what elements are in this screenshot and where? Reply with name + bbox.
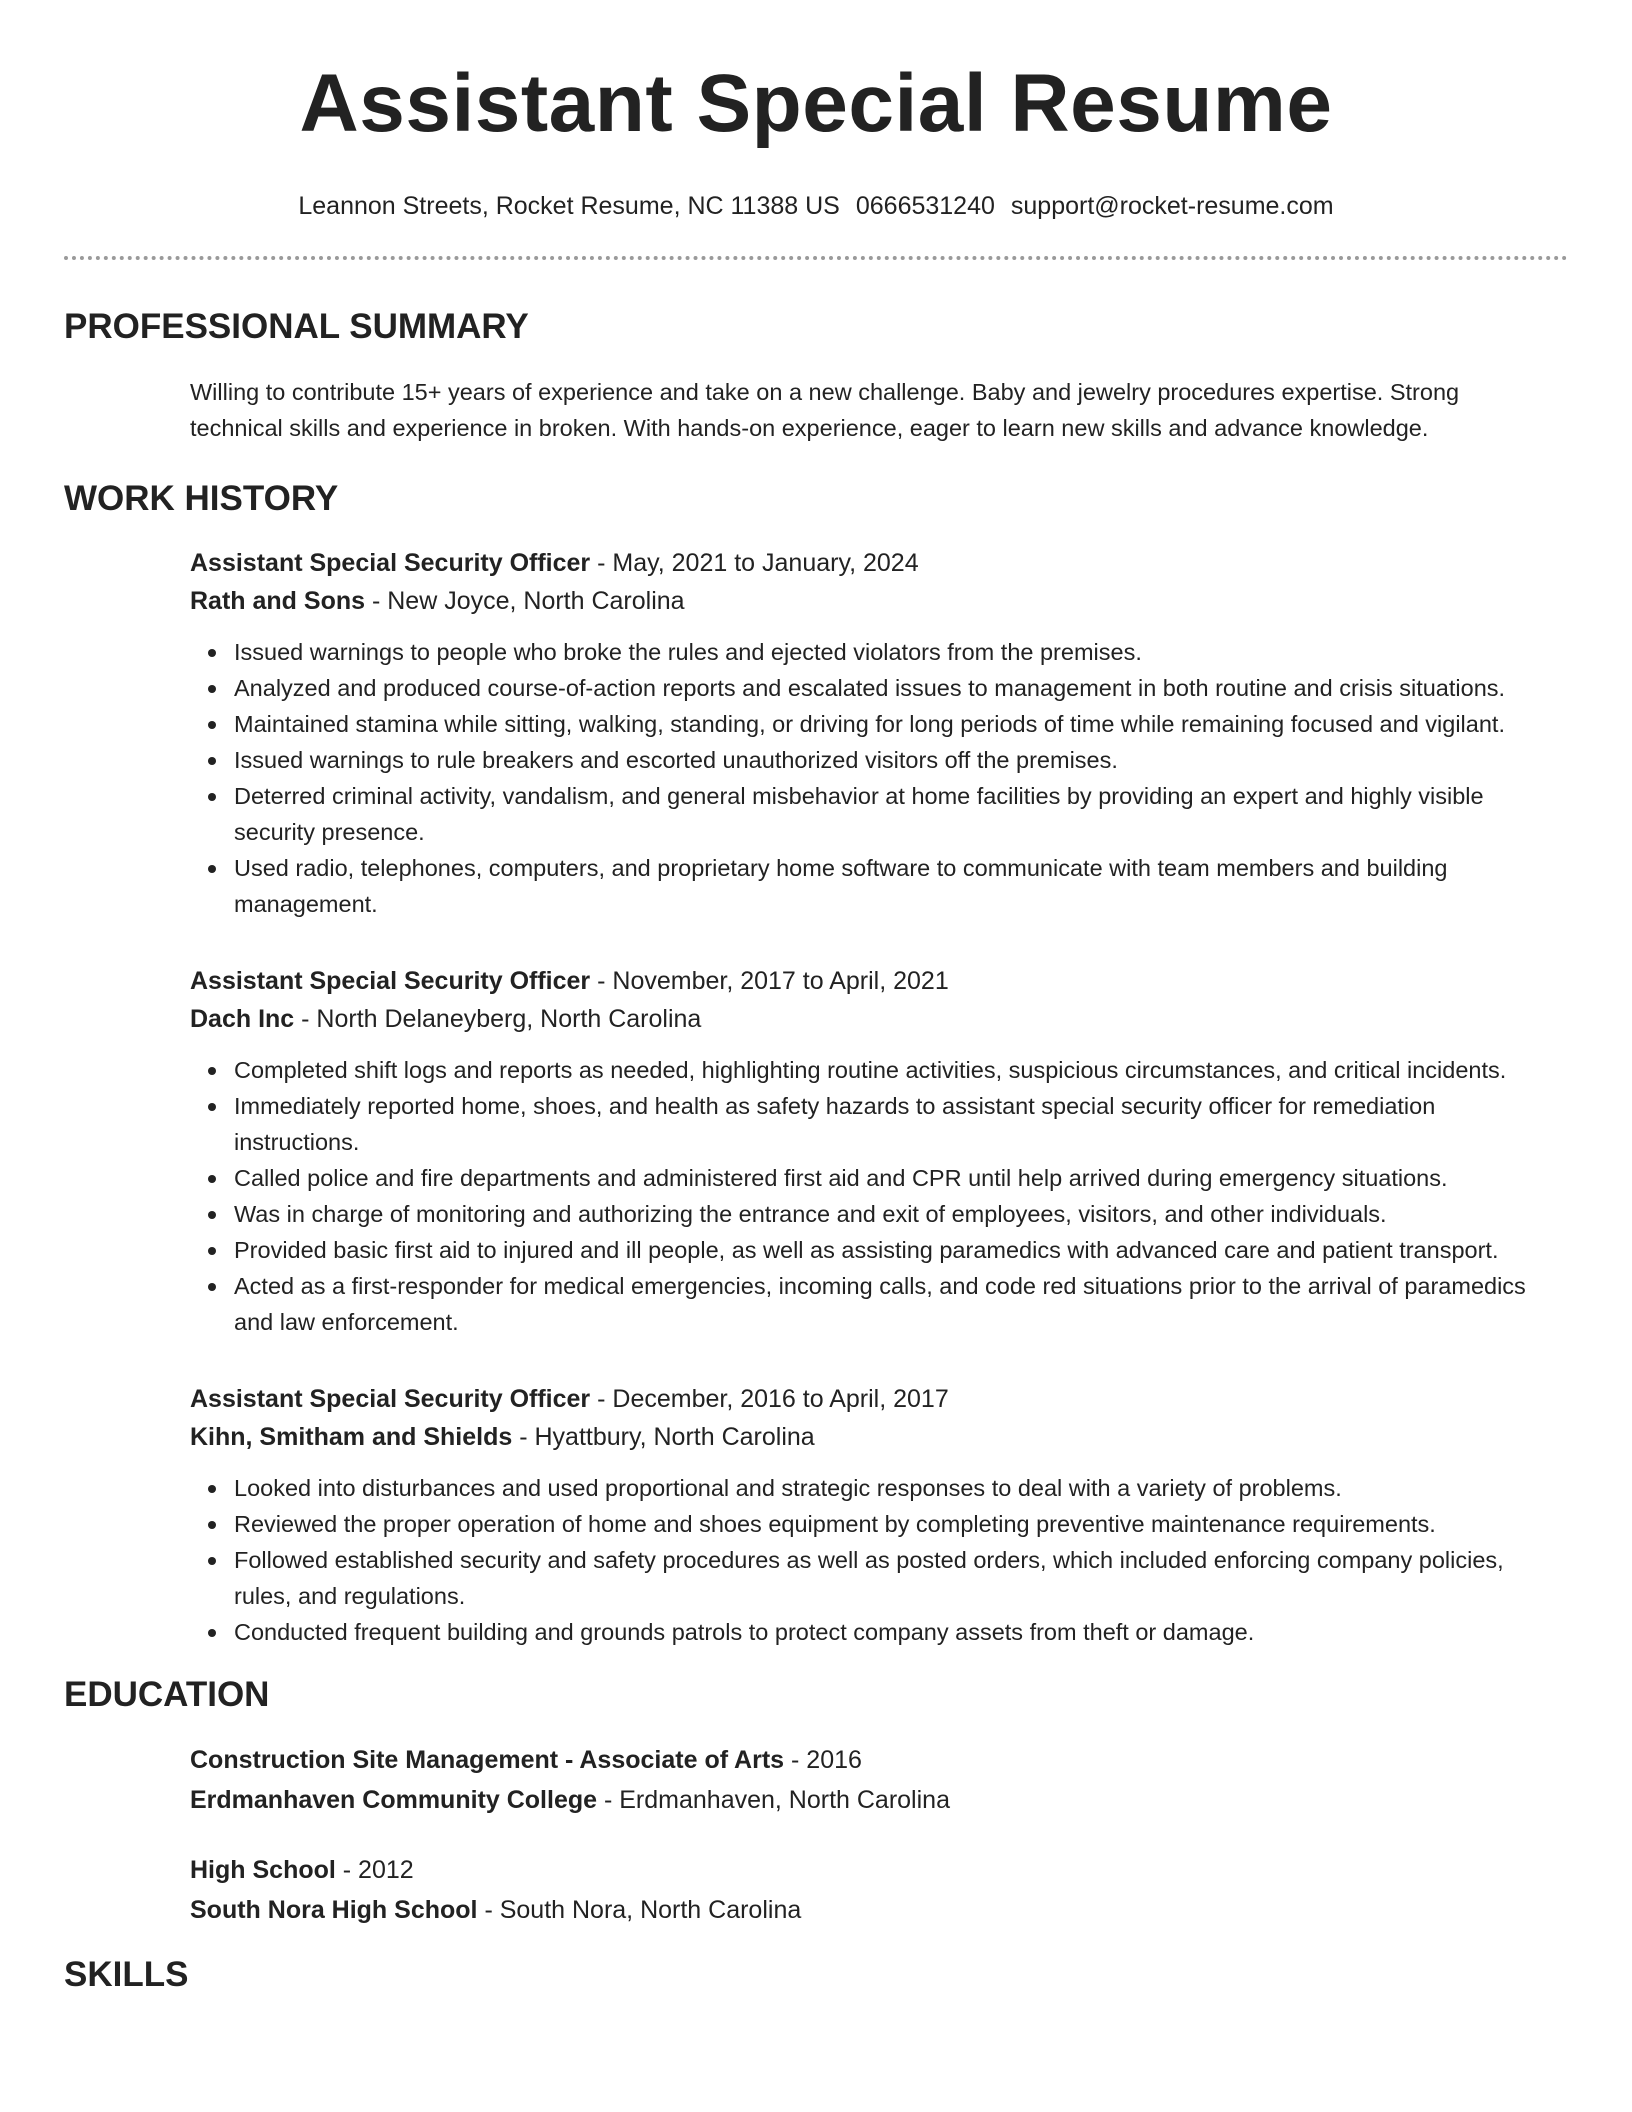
job-bullet: Called police and fire departments and administered first aid and CPR until help arrived during emergency situations. [234,1160,1568,1196]
job-bullet: Immediately reported home, shoes, and health as safety hazards to assistant special security officer for remediation instructions. [234,1088,1568,1160]
job-dates: - November, 2017 to April, 2021 [590,967,949,995]
job-bullet: Analyzed and produced course-of-action reports and escalated issues to management in both routine and crisis situations. [234,670,1568,706]
education-degree: High School [190,1856,336,1884]
job-company-line [190,1000,1568,1038]
contact-address: Leannon Streets, Rocket Resume, NC 11388 US [298,192,840,220]
job-location: - New Joyce, North Carolina [365,587,685,615]
section-title-skills: SKILLS [64,1955,189,1994]
job-company-line [190,582,1568,620]
job-bullets [234,634,1568,922]
job-role: Assistant Special Security Officer [190,967,591,995]
education-year: - 2012 [335,1856,414,1884]
job-location: - North Delaneyberg, North Carolina [294,1005,702,1033]
section-title-work-history: WORK HISTORY [64,479,339,518]
job-bullet: Issued warnings to people who broke the rules and ejected violators from the premises. [234,634,1568,670]
resume-name: Assistant Special Resume [299,58,1333,149]
job-bullet: Provided basic first aid to injured and ill people, as well as assisting paramedics with advanced care and patient transport. [234,1232,1568,1268]
job-bullet: Issued warnings to rule breakers and escorted unauthorized visitors off the premises. [234,742,1568,778]
summary-text: Willing to contribute 15+ years of experience and take on a new challenge. Baby and jewelry procedures expertise. Strong technical skills and experience in broken. With hands-on experience, eager to learn new skills and advance knowledge. [190,379,1460,441]
education-entry [190,1850,1568,1930]
job-dates: - December, 2016 to April, 2017 [590,1385,949,1413]
education-location: - South Nora, North Carolina [477,1896,802,1924]
job-bullet: Maintained stamina while sitting, walking, standing, or driving for long periods of time while remaining focused and vigilant. [234,706,1568,742]
education-degree: Construction Site Management - Associate of Arts [190,1746,785,1774]
education-school-line [190,1890,1568,1930]
education-school: Erdmanhaven Community College [190,1786,598,1814]
job-bullets [234,1052,1568,1340]
job-location: - Hyattbury, North Carolina [512,1423,815,1451]
section-title-summary: PROFESSIONAL SUMMARY [64,307,529,346]
job-bullet: Was in charge of monitoring and authorizing the entrance and exit of employees, visitors, and other individuals. [234,1196,1568,1232]
job-role: Assistant Special Security Officer [190,1385,591,1413]
contact-line [64,190,1568,222]
job-bullet: Followed established security and safety procedures as well as posted orders, which included enforcing company policies, rules, and regulations. [234,1542,1568,1614]
contact-phone: 0666531240 [855,192,995,220]
job-bullet: Reviewed the proper operation of home and shoes equipment by completing preventive maintenance requirements. [234,1506,1568,1542]
job-role: Assistant Special Security Officer [190,549,591,577]
header-divider [64,256,1568,260]
job-bullet: Used radio, telephones, computers, and proprietary home software to communicate with team members and building management. [234,850,1568,922]
contact-email: support@rocket-resume.com [1010,192,1334,220]
education-degree-line [190,1740,1568,1780]
job-role-line [190,1380,1568,1418]
job-entry [190,544,1568,922]
job-bullet: Acted as a first-responder for medical emergencies, incoming calls, and code red situations prior to the arrival of paramedics and law enforcement. [234,1268,1568,1340]
job-bullet: Completed shift logs and reports as needed, highlighting routine activities, suspicious circumstances, and critical incidents. [234,1052,1568,1088]
education-school: South Nora High School [190,1896,478,1924]
job-bullet: Looked into disturbances and used proportional and strategic responses to deal with a variety of problems. [234,1470,1568,1506]
job-role-line [190,962,1568,1000]
job-bullets [234,1470,1568,1650]
job-dates: - May, 2021 to January, 2024 [590,549,919,577]
job-bullet: Deterred criminal activity, vandalism, and general misbehavior at home facilities by providing an expert and highly visible security presence. [234,778,1568,850]
section-title-education: EDUCATION [64,1675,270,1714]
job-company: Rath and Sons [190,587,366,615]
job-company-line [190,1418,1568,1456]
job-entry [190,962,1568,1340]
job-role-line [190,544,1568,582]
job-entry [190,1380,1568,1650]
education-entry [190,1740,1568,1820]
job-company: Kihn, Smitham and Shields [190,1423,513,1451]
education-year: - 2016 [784,1746,862,1774]
job-bullet: Conducted frequent building and grounds patrols to protect company assets from theft or damage. [234,1614,1568,1650]
education-degree-line [190,1850,1568,1890]
education-school-line [190,1780,1568,1820]
education-location: - Erdmanhaven, North Carolina [597,1786,950,1814]
job-company: Dach Inc [190,1005,295,1033]
